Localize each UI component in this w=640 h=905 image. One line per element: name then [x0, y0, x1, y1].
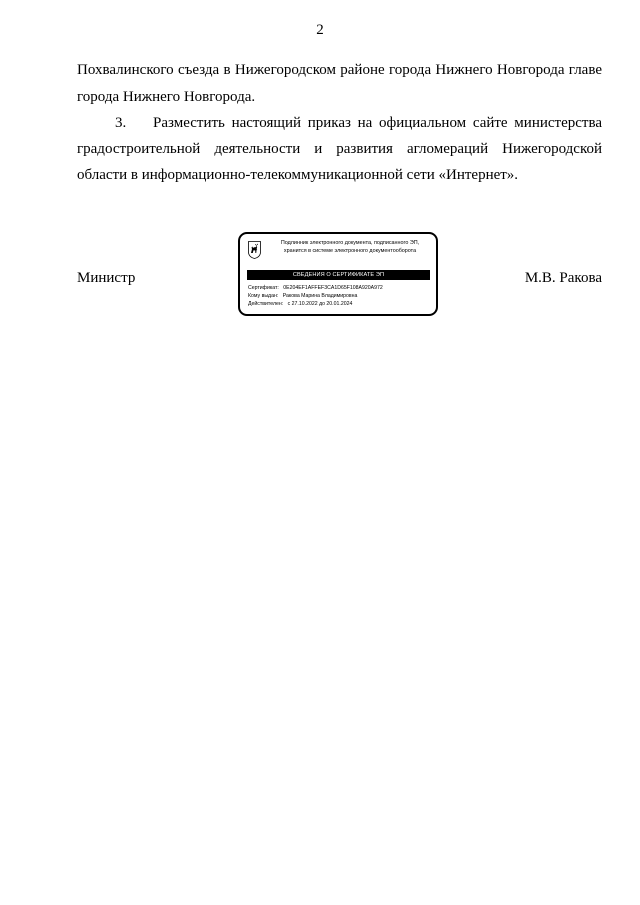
stamp-header [266, 240, 434, 255]
valid-row [248, 301, 352, 308]
nizhny-novgorod-deer-emblem-icon [248, 241, 261, 259]
valid-label: Действителен: [248, 301, 284, 307]
certificate-row [248, 285, 383, 292]
paragraph-line: Разместить настоящий приказ на официальном сайте министерства [153, 115, 602, 131]
signatory-name: М.В. Ракова [524, 270, 602, 286]
issued-to-label: Кому выдан: [248, 293, 279, 299]
page-number: 2 [316, 22, 324, 38]
issued-to-value: Ракова Марина Владимировна [282, 293, 358, 299]
stamp-title: СВЕДЕНИЯ О СЕРТИФИКАТЕ ЭП [247, 270, 430, 280]
signatory-role: Министр [77, 270, 136, 286]
paragraph-line: города Нижнего Новгорода. [77, 89, 256, 105]
stamp-header-line: Подлинник электронного документа, подписанного ЭП, [280, 240, 420, 246]
paragraph-line: Похвалинского съезда в Нижегородском районе города Нижнего Новгорода главе [77, 62, 602, 78]
electronic-signature-stamp [238, 232, 438, 316]
certificate-value: 0E204EF1AFFEF3CA1D65F108A920A972 [283, 285, 383, 291]
list-item-number: 3. [115, 115, 127, 131]
stamp-header-line: хранится в системе электронного документооборота [283, 247, 417, 254]
valid-value: с 27.10.2022 до 20.01.2024 [287, 301, 353, 307]
issued-to-row [248, 293, 357, 300]
paragraph-line: градостроительной деятельности и развития агломераций Нижегородской [77, 141, 602, 157]
list-item-3 [77, 113, 602, 133]
certificate-label: Сертификат: [248, 285, 279, 291]
paragraph-line: области в информационно-телекоммуникационной сети «Интернет». [77, 167, 519, 183]
